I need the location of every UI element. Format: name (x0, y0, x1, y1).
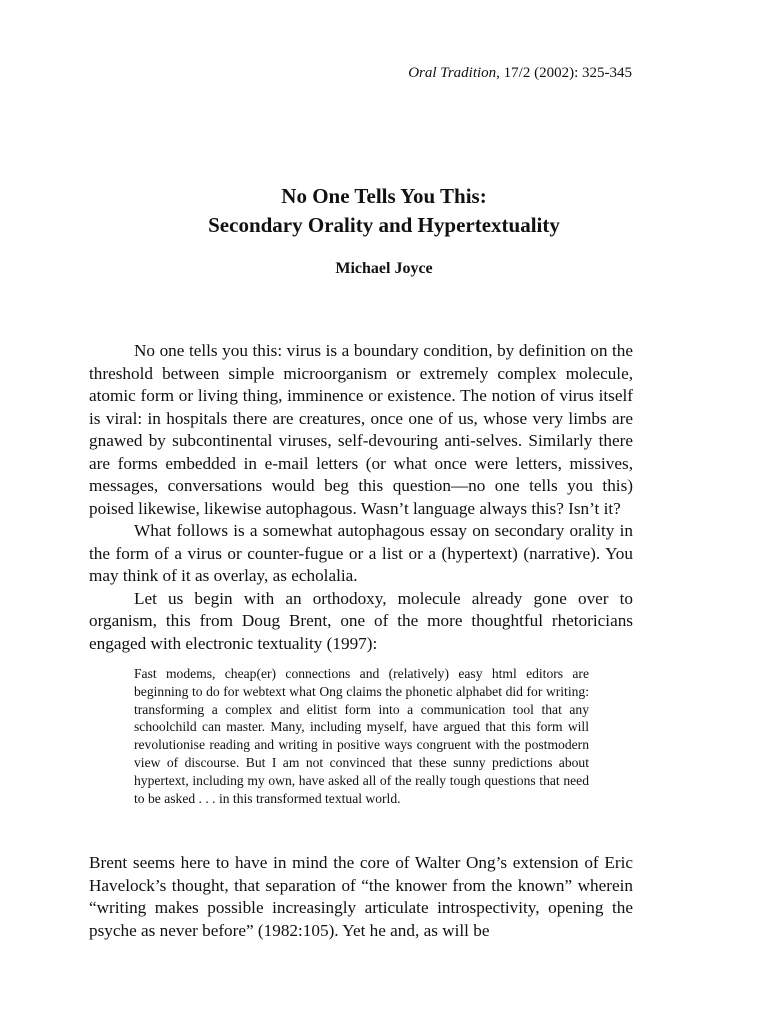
paragraph: What follows is a somewhat autophagous essay on secondary orality in the form of a virus or counter-fugue or a list or a (hypertext) (narrative). You may think of it as overlay, as echolalia. (89, 521, 633, 585)
citation-details: , 17/2 (2002): 325-345 (496, 65, 632, 81)
journal-name: Oral Tradition (408, 65, 497, 81)
block-quote (134, 665, 589, 807)
paragraph: Brent seems here to have in mind the core of Walter Ong’s extension of Eric Havelock’s thought, that separation of “the knower from the known” wherein “writing makes possible increasingly articulate introspectivity, opening the psyche as never before” (1982:105). Yet he and, as will be (89, 853, 633, 940)
article-title (0, 182, 768, 240)
continuation-section (89, 852, 633, 942)
author-name: Michael Joyce (335, 260, 433, 277)
title-line-2: Secondary Orality and Hypertextuality (208, 213, 560, 237)
title-line-1: No One Tells You This: (281, 184, 487, 208)
journal-citation (408, 63, 632, 83)
paragraph: Let us begin with an orthodoxy, molecule already gone over to organism, this from Doug Brent, one of the more thoughtful rhetoricians engaged with electronic textuality (1997): (89, 588, 633, 653)
quote-text: Fast modems, cheap(er) connections and (relatively) easy html editors are beginning to do for webtext what Ong claims the phonetic alphabet did for writing: transforming a complex and elitist form into a communication tool that any schoolchild can master. Many, including myself, have argued that this form will revolutionise reading and writing in positive ways congruent with the postmodern view of discourse. But I am not convinced that these sunny predictions about hypertext, including my own, have asked all of the really tough questions that need to be asked . . . in this transformed textual world. (134, 666, 589, 806)
paragraph: No one tells you this: virus is a boundary condition, by definition on the threshold between simple microorganism or extremely complex molecule, atomic form or living thing, imminence or existence. The notion of virus itself is viral: in hospitals there are creatures, once one of us, whose very limbs are gnawed by subcontinental viruses, self-devouring anti-selves. Similarly there are forms embedded in e-mail letters (or what once were letters, missives, messages, conversations would beg this question—no one tells you this) poised likewise, likewise autophagous. Wasn’t language always this? Isn’t it? (89, 341, 633, 518)
intro-section (89, 340, 633, 655)
